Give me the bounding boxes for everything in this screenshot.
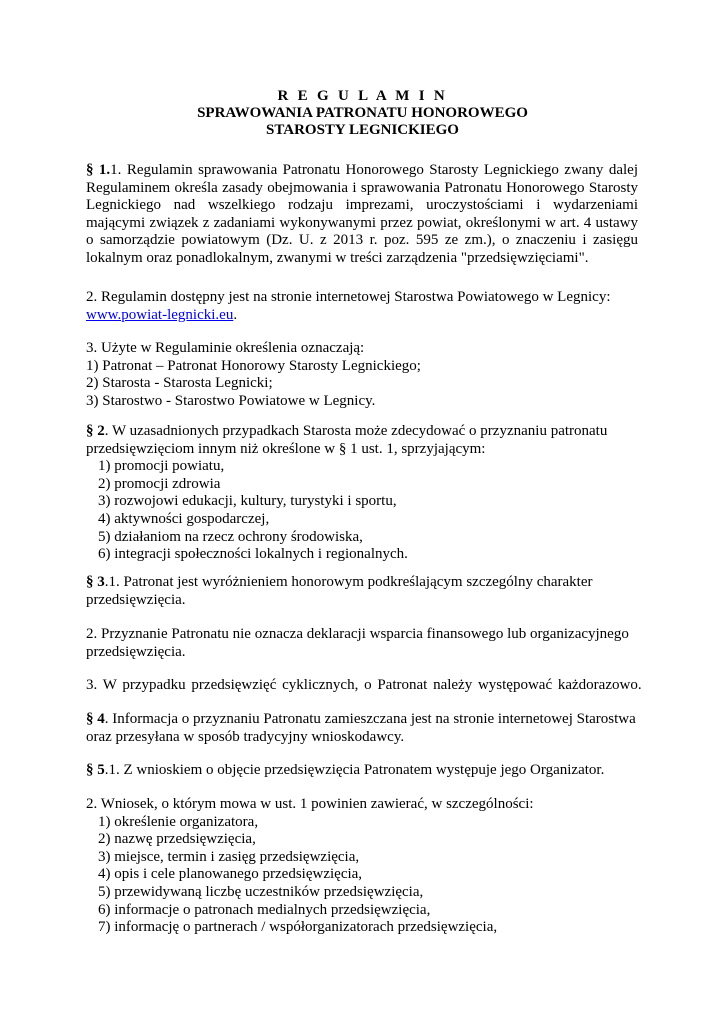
section-2: [86, 423, 638, 564]
section-1-p3-intro: 3. Użyte w Regulaminie określenia oznaczają:: [86, 340, 365, 356]
section-5-item: 4) opis i cele planowanego przedsięwzięcia,: [98, 866, 363, 883]
section-5-p2-intro: 2. Wniosek, o którym mowa w ust. 1 powinien zawierać, w szczególności:: [86, 796, 534, 812]
section-1-paragraph-3: [86, 340, 638, 410]
section-2-item: 1) promocji powiatu,: [98, 458, 225, 475]
section-3-paragraph-2: [86, 626, 638, 661]
section-5-paragraph-2: [86, 796, 638, 937]
section-3-p2-line-1: 2. Przyznanie Patronatu nie oznacza deklaracji wsparcia finansowego lub organizacyjnego: [86, 626, 629, 642]
section-2-item: 6) integracji społeczności lokalnych i regionalnych.: [98, 546, 408, 563]
definition-item: 2) Starosta - Starosta Legnicki;: [86, 375, 273, 392]
section-3-sign: § 3: [86, 574, 105, 590]
document-title: R E G U L A M I N: [277, 88, 448, 104]
section-3-p1-line-1: .1. Patronat jest wyróżnieniem honorowym podkreślającym szczególny charakter: [104, 574, 593, 590]
section-3-paragraph-1: [86, 574, 638, 609]
document-subtitle-2: STAROSTY LEGNICKIEGO: [266, 122, 459, 138]
section-2-item: 3) rozwojowi edukacji, kultury, turystyki i sportu,: [98, 493, 397, 510]
section-2-item: 5) działaniom na rzecz ochrony środowiska,: [98, 528, 363, 545]
section-3-p1-line-2: przedsięwzięcia.: [86, 591, 186, 608]
section-5-p1-text: .1. Z wnioskiem o objęcie przedsięwzięcia Patronatem występuje jego Organizator.: [104, 762, 605, 778]
document-subtitle-1: SPRAWOWANIA PATRONATU HONOROWEGO: [197, 105, 528, 121]
definition-item: 3) Starostwo - Starostwo Powiatowe w Legnicy.: [86, 392, 376, 409]
section-4-line-2: oraz przesyłana w sposób tradycyjny wnioskodawcy.: [86, 728, 405, 745]
definition-item: 1) Patronat – Patronat Honorowy Starosty Legnickiego;: [86, 357, 421, 374]
section-5-item: 3) miejsce, termin i zasięg przedsięwzięcia,: [98, 848, 360, 865]
section-1-p2-text: 2. Regulamin dostępny jest na stronie internetowej Starostwa Powiatowego w Legnicy:: [86, 289, 611, 305]
section-5-paragraph-1: [86, 762, 638, 780]
section-2-line-1: . W uzasadnionych przypadkach Starosta może zdecydować o przyznaniu patronatu: [104, 423, 608, 439]
section-1-paragraph-2: [86, 289, 638, 324]
section-3-p2-line-2: przedsięwzięcia.: [86, 643, 186, 660]
section-2-sign: § 2: [86, 423, 105, 439]
section-4-line-1: . Informacja o przyznaniu Patronatu zamieszczana jest na stronie internetowej Starostwa: [104, 711, 636, 727]
section-5-item: 6) informacje o patronach medialnych przedsięwzięcia,: [98, 901, 431, 918]
section-5-sign: § 5: [86, 762, 105, 778]
section-3-paragraph-3: [86, 677, 642, 695]
section-4: [86, 711, 638, 746]
section-1-p1-text: 1. Regulamin sprawowania Patronatu Honorowego Starosty Legnickiego zwany dalej Regulaminem określa zasady obejmowania i sprawowania Patronatu Honorowego Starosty Legnickiego nad wszelkiego rodzaju imprezami, uroczystościami i wydarzeniami mającymi związek z zadaniami wykonywanymi przez powiat, określonymi w art. 4 ustawy o samorządzie powiatowym (Dz. U. z 2013 r. poz. 595 ze zm.), o znaczeniu i zasięgu lokalnym oraz ponadlokalnym, zwanymi w treści zarządzenia "przedsięwzięciami".: [86, 162, 638, 266]
section-1-paragraph-1: [86, 162, 638, 268]
section-5-item: 7) informację o partnerach / współorganizatorach przedsięwzięcia,: [98, 919, 498, 936]
section-5-item: 2) nazwę przedsięwzięcia,: [98, 831, 256, 848]
section-4-sign: § 4: [86, 711, 105, 727]
section-5-item: 1) określenie organizatora,: [98, 813, 259, 830]
section-2-item: 4) aktywności gospodarczej,: [98, 510, 270, 527]
section-2-item: 2) promocji zdrowia: [98, 475, 221, 492]
section-2-line-2: przedsięwzięciom innym niż określone w § 1 ust. 1, sprzyjającym:: [86, 440, 486, 457]
section-3-p3-text: 3. W przypadku przedsięwzięć cyklicznych, o Patronat należy występować każdorazowo.: [86, 677, 642, 693]
website-link[interactable]: www.powiat-legnicki.eu: [86, 306, 234, 323]
website-link-period: .: [233, 306, 238, 323]
section-1-sign: § 1.: [86, 162, 111, 178]
section-5-item: 5) przewidywaną liczbę uczestników przedsięwzięcia,: [98, 883, 424, 900]
